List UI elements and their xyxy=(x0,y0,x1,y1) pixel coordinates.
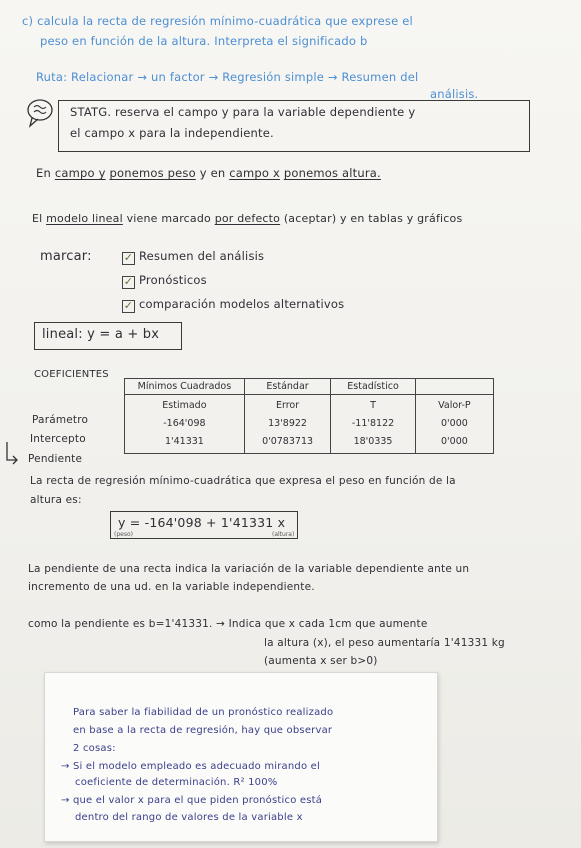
slope-estimate: 1'41331 xyxy=(164,436,204,447)
model-line: El modelo lineal viene marcado por defecto (aceptar) y en tablas y gráficos xyxy=(32,212,463,225)
statg-line-1: STATG. reserva el campo y para la variable dependiente y xyxy=(70,105,416,119)
checkbox-checked-icon: ✓ xyxy=(123,251,134,264)
note-line-6: → que el valor x para el que piden pronóstico está xyxy=(61,795,323,806)
check-item-2: ✓ Pronósticos xyxy=(123,273,207,288)
note-line-7: dentro del rango de valores de la variable x xyxy=(75,812,303,823)
check-item-1: ✓ Resumen del análisis xyxy=(123,249,265,264)
intercept-t-stat: -11'8122 xyxy=(351,418,395,429)
check-item-3: ✓ comparación modelos alternativos xyxy=(123,297,345,312)
arrow-pointer-icon xyxy=(4,440,26,466)
intercept-p-value: 0'000 xyxy=(441,418,468,429)
regression-equation: y = -164'098 + 1'41331 x xyxy=(118,515,286,530)
slope-p-value: 0'000 xyxy=(441,436,468,447)
row-label-intercept: Intercepto xyxy=(30,433,86,445)
slope-std-error: 0'0783713 xyxy=(262,436,314,447)
note-line-1: Para saber la fiabilidad de un pronóstico realizado xyxy=(73,707,334,718)
col-estimate: Estimado -164'098 1'41331 xyxy=(125,395,245,454)
checkbox-checked-icon: ✓ xyxy=(123,275,134,288)
header-statistic: Estadístico xyxy=(331,379,416,395)
route-line-2: análisis. xyxy=(430,87,479,101)
speech-bubble-icon xyxy=(26,96,56,130)
statg-line-2: el campo x para la independiente. xyxy=(70,126,274,140)
note-line-5: coeficiente de determinación. R² 100% xyxy=(75,777,278,788)
row-label-parameter: Parámetro xyxy=(32,414,89,426)
header-blank xyxy=(415,379,493,395)
interpretation-line-1: como la pendiente es b=1'41331. → Indica que x cada 1cm que aumente xyxy=(28,618,428,630)
regression-line-2: altura es: xyxy=(30,494,82,506)
row-label-slope: Pendiente xyxy=(28,453,83,465)
sticky-note xyxy=(44,672,438,842)
interpretation-line-3: (aumenta x ser b>0) xyxy=(264,655,378,667)
slope-t-stat: 18'0335 xyxy=(353,436,393,447)
header-min-squares: Mínimos Cuadrados xyxy=(125,379,245,395)
slope-line-2: incremento de una ud. en la variable independiente. xyxy=(28,581,315,593)
col-p-value: Valor-P 0'000 0'000 xyxy=(415,395,493,454)
intercept-estimate: -164'098 xyxy=(163,418,206,429)
note-line-4: → Si el modelo empleado es adecuado mirando el xyxy=(61,761,320,772)
question-line-2: peso en función de la altura. Interpreta el significado b xyxy=(40,34,368,48)
note-line-3: 2 cosas: xyxy=(73,743,116,754)
subscript-altura: (altura) xyxy=(272,531,295,538)
coefficients-table xyxy=(124,378,494,454)
checkbox-checked-icon: ✓ xyxy=(123,299,134,312)
intercept-std-error: 13'8922 xyxy=(268,418,307,429)
route-line-1: Ruta: Relacionar → un factor → Regresión simple → Resumen del xyxy=(36,70,419,84)
mark-label: marcar: xyxy=(40,249,92,264)
linear-model-text: lineal: y = a + bx xyxy=(42,327,160,342)
slope-line-1: La pendiente de una recta indica la variación de la variable dependiente ante un xyxy=(28,563,470,575)
coefficients-title: COEFICIENTES xyxy=(34,369,109,380)
fields-line: En campo y ponemos peso y en campo x ponemos altura. xyxy=(36,166,381,180)
header-standard: Estándar xyxy=(244,379,330,395)
subscript-peso: (peso) xyxy=(114,531,133,538)
col-std-error: Error 13'8922 0'0783713 xyxy=(244,395,330,454)
regression-line-1: La recta de regresión mínimo-cuadrática que expresa el peso en función de la xyxy=(30,475,456,487)
interpretation-line-2: la altura (x), el peso aumentaría 1'41331 kg xyxy=(264,637,505,649)
col-t-stat: T -11'8122 18'0335 xyxy=(331,395,416,454)
question-line-1: c) calcula la recta de regresión mínimo-cuadrática que exprese el xyxy=(22,14,413,28)
note-line-2: en base a la recta de regresión, hay que observar xyxy=(73,725,333,736)
